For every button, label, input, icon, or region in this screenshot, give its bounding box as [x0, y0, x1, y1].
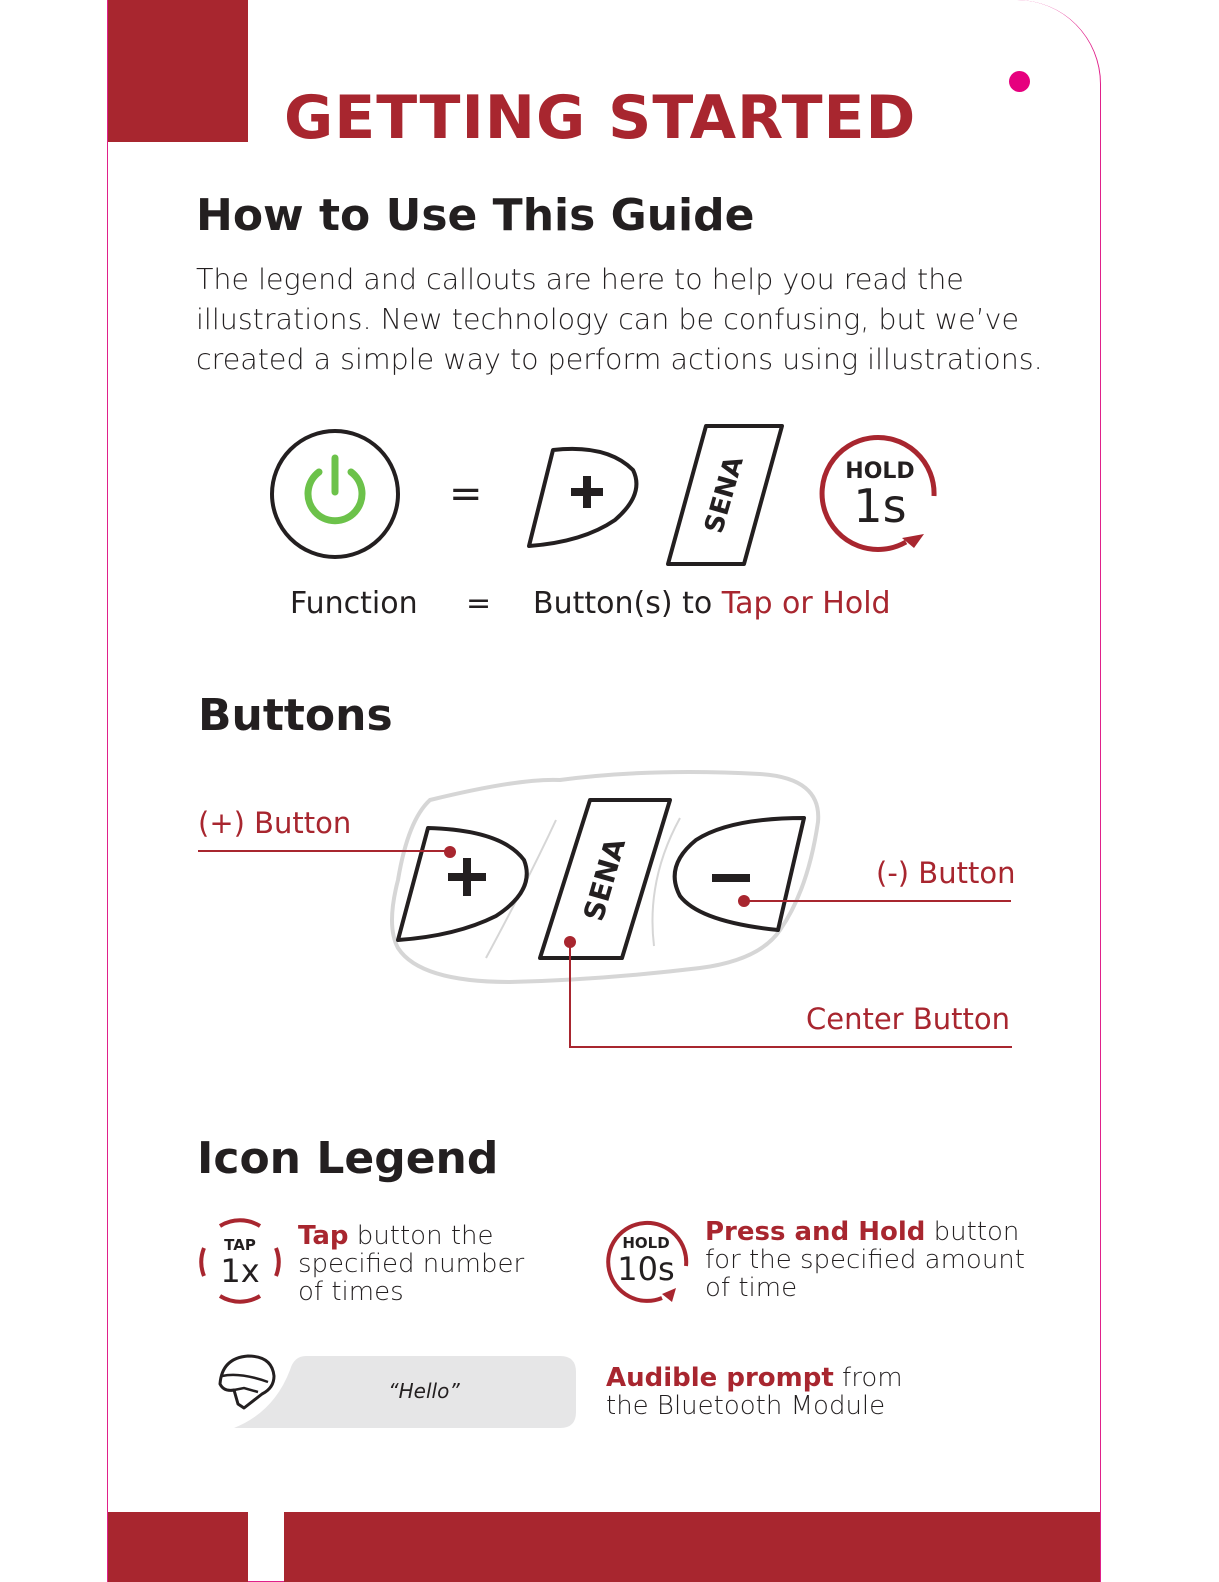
- hold-keyword: Press and Hold: [705, 1217, 926, 1247]
- tap-1x-badge-icon: [196, 1218, 284, 1304]
- hold-10s-badge-icon: [604, 1218, 692, 1304]
- prompt-description: from the Bluetooth Module: [606, 1363, 903, 1421]
- prompt-bubble-text: “Hello”: [388, 1379, 460, 1403]
- device-brand: SENA: [577, 834, 633, 925]
- tap-keyword: Tap: [298, 1221, 349, 1251]
- prompt-legend-text: [606, 1364, 906, 1420]
- helmet-icon: [220, 1356, 274, 1408]
- hold-badge-label: HOLD: [845, 459, 915, 484]
- hold-description: button for the specified amount of time: [705, 1217, 1025, 1303]
- tap-legend-text: [298, 1222, 538, 1306]
- tap-description: button the specified number of times: [298, 1221, 525, 1307]
- hold-legend-badge-label: HOLD: [622, 1234, 670, 1252]
- hold-badge-value: 1s: [853, 479, 907, 533]
- guide-intro-text: The legend and callouts are here to help you read the illustrations. New technology can be confusing, but we’ve created a simple way to perform actions using illustrations.: [196, 263, 1043, 376]
- equals-symbol: =: [449, 471, 483, 517]
- prompt-keyword: Audible prompt: [606, 1363, 834, 1393]
- plus-button-callout: (+) Button: [198, 806, 352, 840]
- buttons-to-text: Button(s) to: [533, 586, 713, 621]
- audible-prompt-graphic: [210, 1352, 580, 1432]
- function-label: Function: [290, 586, 418, 621]
- minus-button-callout: (-) Button: [876, 856, 1016, 890]
- equals-label: =: [466, 586, 492, 621]
- legend-heading: Icon Legend: [197, 1133, 499, 1184]
- buttons-heading: Buttons: [198, 690, 393, 741]
- guide-heading: How to Use This Guide: [196, 190, 755, 241]
- tap-badge-value: 1x: [220, 1252, 260, 1290]
- tap-or-hold-text: Tap or Hold: [721, 586, 891, 621]
- tap-badge-label: TAP: [224, 1236, 256, 1254]
- center-button-callout: Center Button: [806, 1002, 1010, 1036]
- hold-legend-text: [705, 1218, 1025, 1302]
- hold-legend-badge-value: 10s: [617, 1250, 675, 1288]
- center-button-brand: SENA: [699, 453, 750, 537]
- page-title: GETTING STARTED: [284, 83, 917, 153]
